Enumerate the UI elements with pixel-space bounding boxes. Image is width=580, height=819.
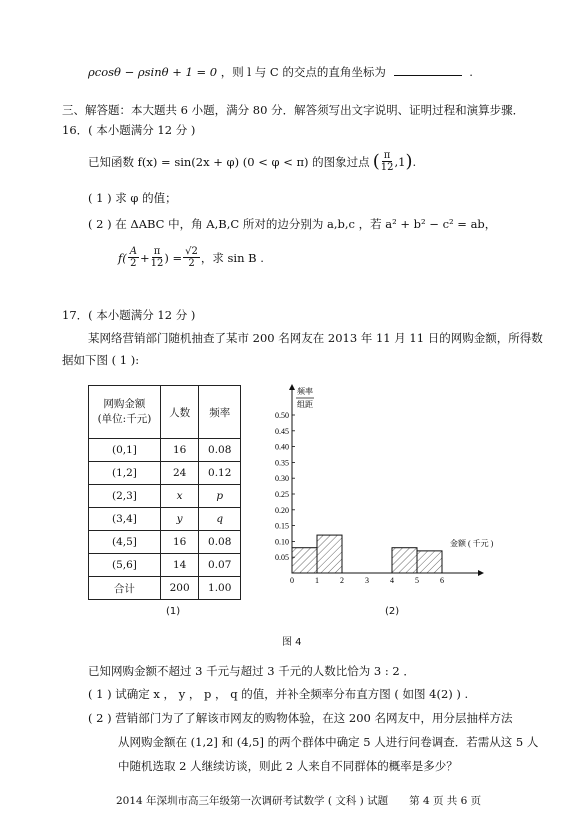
table-cell-frequency: q bbox=[199, 508, 241, 531]
header-amount-line2: (单位:千元) bbox=[97, 413, 152, 425]
section3-title: 三、解答题：本大题共 6 小题，满分 80 分．解答须写出文字说明、证明过程和演算步骤． bbox=[62, 103, 525, 117]
table-cell-count: y bbox=[160, 508, 199, 531]
y-tick-label: 0.05 bbox=[275, 553, 289, 563]
q15-answer-blank bbox=[394, 65, 462, 76]
q17-stem-line2: 据如下图 ( 1 ): bbox=[62, 353, 140, 367]
table-header-freq: 频率 bbox=[199, 386, 241, 439]
page-footer: 2014 年深圳市高三年级第一次调研考试数学 ( 文科 ) 试题 第 4 页 共 6 页 bbox=[116, 795, 482, 807]
y-axis-label-top: 频率 bbox=[297, 387, 313, 396]
table-cell-frequency: 0.08 bbox=[199, 531, 241, 554]
x-tick-label: 5 bbox=[415, 576, 419, 585]
histogram-bar bbox=[417, 551, 442, 573]
frac-root2-num: √2 bbox=[185, 246, 198, 257]
table-cell-count: 16 bbox=[160, 439, 199, 462]
q17-part2-line1: ( 2 ) 营销部门为了了解该市网友的购物体验，在这 200 名网友中，用分层抽样方法 bbox=[88, 711, 513, 725]
table-cell-frequency: 0.08 bbox=[199, 439, 241, 462]
f-open: f( bbox=[118, 250, 127, 265]
q17-part1: ( 1 ) 试确定 x ， y ， p ， q 的值，并补全频率分布直方图 ( 如图 4(2) ) . bbox=[88, 687, 469, 701]
paren-open: ( bbox=[372, 151, 380, 172]
y-axis-label-bottom: 组距 bbox=[297, 400, 313, 409]
table-row bbox=[89, 462, 241, 485]
frac-pi-12 bbox=[151, 246, 164, 269]
table-cell-frequency: 1.00 bbox=[199, 577, 241, 600]
q17-part2-line3: 中随机选取 2 人继续访谈，则此 2 人来自不同群体的概率是多少？ bbox=[118, 759, 458, 773]
x-tick-label: 2 bbox=[340, 576, 344, 585]
table-cell-frequency: 0.12 bbox=[199, 462, 241, 485]
frac-pi-den: 12 bbox=[150, 258, 164, 269]
q15-line bbox=[88, 64, 473, 80]
table-cell-interval: (5,6] bbox=[89, 554, 161, 577]
table-header-amount bbox=[89, 386, 161, 439]
y-tick-label: 0.25 bbox=[275, 490, 289, 499]
table-cell-count: 24 bbox=[160, 462, 199, 485]
x-tick-label: 6 bbox=[440, 576, 444, 585]
table-cell-interval: 合计 bbox=[89, 577, 161, 600]
q17-part2-line2: 从网购金额在 (1,2] 和 (4,5] 的两个群体中确定 5 人进行问卷调查．若需从这 5 人 bbox=[118, 735, 539, 749]
table-cell-count: 16 bbox=[160, 531, 199, 554]
table-row bbox=[89, 485, 241, 508]
frac-pi-num: π bbox=[153, 246, 161, 257]
equals: ) = bbox=[164, 250, 183, 265]
table-row bbox=[89, 577, 241, 600]
figure-label-1: (1) bbox=[166, 606, 181, 617]
q16-stem-end: . bbox=[412, 154, 417, 169]
figure-caption: 图 4 bbox=[282, 637, 302, 648]
q16-part2-tail: ，求 sin B . bbox=[200, 250, 264, 265]
q16-point-num: π bbox=[383, 150, 391, 161]
table-cell-count: 14 bbox=[160, 554, 199, 577]
histogram-bar bbox=[292, 548, 317, 573]
frac-a-den: 2 bbox=[130, 258, 137, 269]
frac-root2 bbox=[183, 246, 200, 269]
q16-part2: ( 2 ) 在 ΔABC 中，角 A,B,C 所对的边分别为 a,b,c ，若 a² + b² − c² = ab， bbox=[88, 217, 497, 231]
q15-equation: ρcosθ − ρsinθ + 1 = 0 bbox=[88, 65, 218, 79]
frac-a-half bbox=[128, 246, 139, 269]
q15-end: . bbox=[469, 65, 473, 79]
plus-sign: + bbox=[139, 250, 150, 265]
frac-a-num: A bbox=[129, 246, 137, 257]
histogram-bar bbox=[392, 548, 417, 573]
frequency-histogram bbox=[268, 378, 500, 588]
q15-text: ，则 l 与 C 的交点的直角坐标为 bbox=[220, 65, 386, 79]
q16-stem-text: 已知函数 f(x) = sin(2x + φ) (0 < φ < π) 的图象过点 bbox=[88, 154, 370, 169]
table-cell-count: 200 bbox=[160, 577, 199, 600]
x-axis-arrow bbox=[478, 570, 484, 576]
table-cell-interval: (1,2] bbox=[89, 462, 161, 485]
table-cell-interval: (4,5] bbox=[89, 531, 161, 554]
table-cell-interval: (0,1] bbox=[89, 439, 161, 462]
table-row bbox=[89, 439, 241, 462]
y-tick-label: 0.40 bbox=[275, 442, 289, 452]
q16-stem bbox=[88, 150, 416, 173]
table-cell-frequency: 0.07 bbox=[199, 554, 241, 577]
q17-condition: 已知网购金额不超过 3 千元与超过 3 千元的人数比恰为 3 : 2 ． bbox=[88, 664, 415, 678]
y-tick-label: 0.20 bbox=[275, 505, 289, 515]
x-tick-label: 0 bbox=[290, 576, 294, 585]
table-row bbox=[89, 554, 241, 577]
frequency-table bbox=[88, 385, 241, 600]
q16-part2-condition bbox=[118, 246, 264, 269]
table-row bbox=[89, 508, 241, 531]
y-tick-label: 0.10 bbox=[275, 537, 289, 547]
x-tick-label: 1 bbox=[315, 576, 319, 585]
x-tick-label: 4 bbox=[390, 576, 394, 585]
table-cell-frequency: p bbox=[199, 485, 241, 508]
q17-header: 17．( 本小题满分 12 分 ) bbox=[62, 308, 196, 322]
y-tick-label: 0.35 bbox=[275, 458, 289, 468]
figure-label-2: (2) bbox=[385, 606, 400, 617]
y-tick-label: 0.15 bbox=[275, 521, 289, 531]
table-cell-count: x bbox=[160, 485, 199, 508]
y-axis-arrow bbox=[289, 384, 295, 390]
table-header-count: 人数 bbox=[160, 386, 199, 439]
frac-root2-den: 2 bbox=[188, 258, 195, 269]
table-row bbox=[89, 531, 241, 554]
q16-point-fraction bbox=[381, 150, 394, 173]
paren-close: ) bbox=[405, 151, 413, 172]
q16-point-den: 12 bbox=[380, 162, 394, 173]
x-axis-label: 金额 ( 千元 ) bbox=[450, 539, 494, 548]
y-tick-label: 0.30 bbox=[275, 474, 289, 484]
histogram-bar bbox=[317, 535, 342, 573]
x-tick-label: 3 bbox=[365, 576, 369, 585]
q16-point-rest: ,1 bbox=[394, 154, 406, 169]
table-cell-interval: (3,4] bbox=[89, 508, 161, 531]
header-amount-line1: 网购金额 bbox=[103, 398, 146, 410]
q17-stem-line1: 某网络营销部门随机抽查了某市 200 名网友在 2013 年 11 月 11 日的网购金额，所得数 bbox=[88, 331, 543, 345]
table-cell-interval: (2,3] bbox=[89, 485, 161, 508]
q16-part1: ( 1 ) 求 φ 的值； bbox=[88, 191, 177, 205]
y-tick-label: 0.45 bbox=[275, 426, 289, 436]
q16-header: 16．( 本小题满分 12 分 ) bbox=[62, 123, 196, 137]
y-tick-label: 0.50 bbox=[275, 411, 289, 420]
